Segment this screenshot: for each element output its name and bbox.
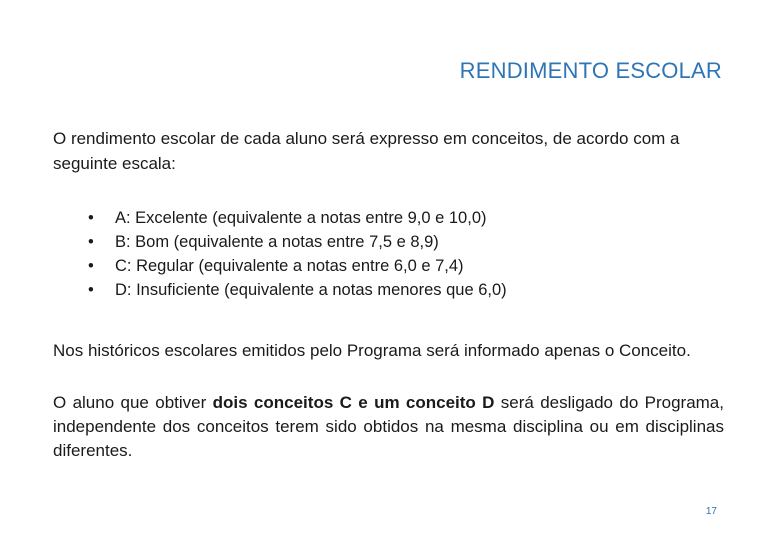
list-item-grade-a [88, 206, 507, 230]
grade-b-text: B: Bom (equivalente a notas entre 7,5 e 8,9) [115, 233, 439, 251]
bullet-icon: • [88, 257, 94, 275]
historico-paragraph: Nos históricos escolares emitidos pelo Programa será informado apenas o Conceito. [53, 341, 691, 360]
grade-d-text: D: Insuficiente (equivalente a notas menores que 6,0) [115, 281, 507, 299]
grade-a-text: A: Excelente (equivalente a notas entre 9,0 e 10,0) [115, 209, 487, 227]
grade-c-text: C: Regular (equivalente a notas entre 6,0 e 7,4) [115, 257, 464, 275]
desligamento-text-before: O aluno que obtiver [53, 393, 213, 412]
desligamento-text-after: será desligado do Programa, independente dos conceitos terem sido obtidos na mesma disciplina ou em disciplinas diferentes. [53, 393, 724, 460]
bullet-icon: • [88, 281, 94, 299]
list-item-grade-d [88, 278, 507, 302]
list-item-grade-c [88, 254, 507, 278]
bullet-icon: • [88, 209, 94, 227]
page-number: 17 [705, 506, 717, 517]
desligamento-emphasis: dois conceitos C e um conceito D [212, 393, 495, 412]
page-title: RENDIMENTO ESCOLAR [459, 58, 722, 83]
intro-text: O rendimento escolar de cada aluno será expresso em conceitos, de acordo com a seguinte escala: [53, 129, 680, 173]
list-item-grade-b [88, 230, 507, 254]
grade-scale-list [88, 206, 507, 302]
desligamento-paragraph [53, 391, 724, 463]
bullet-icon: • [88, 233, 94, 251]
